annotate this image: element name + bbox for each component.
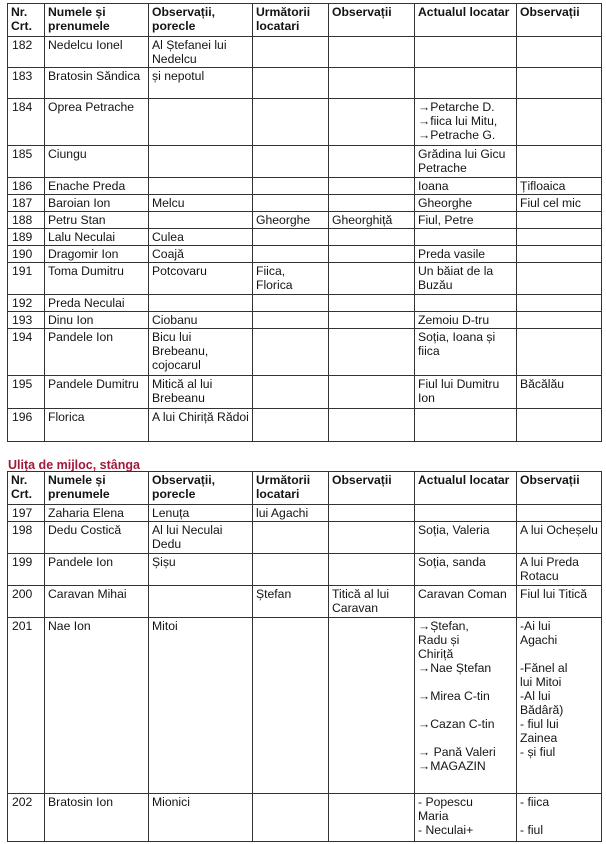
- row-number: 185: [8, 146, 45, 178]
- row-number: 184: [8, 99, 45, 146]
- next-resident: [253, 312, 329, 329]
- nickname: și nepotul: [149, 68, 253, 99]
- nickname: Melcu: [149, 195, 253, 212]
- row-number: 186: [8, 178, 45, 195]
- observation: [329, 794, 415, 842]
- next-resident: [253, 794, 329, 842]
- next-resident: Gheorghe: [253, 212, 329, 229]
- row-number: 190: [8, 246, 45, 263]
- current-resident: Zemoiu D-tru: [415, 312, 517, 329]
- row-number: 198: [8, 522, 45, 554]
- current-resident: →Petarche D. →fiica lui Mitu, →Petrache G.: [415, 99, 517, 146]
- current-resident: Un băiat de la Buzău: [415, 263, 517, 295]
- next-resident: [253, 146, 329, 178]
- observation: [329, 312, 415, 329]
- observation-2: [517, 212, 602, 229]
- table-row: [8, 37, 602, 68]
- resident-name: Oprea Petrache: [45, 99, 149, 146]
- row-number: 197: [8, 505, 45, 522]
- observation-2: [517, 312, 602, 329]
- observation: Gheorghiță: [329, 212, 415, 229]
- nickname: Coajă: [149, 246, 253, 263]
- header-actual: Actualul locatar: [415, 472, 517, 505]
- table-row: [8, 522, 602, 554]
- current-resident: Fiul lui Dumitru Ion: [415, 376, 517, 409]
- observation: [329, 618, 415, 794]
- observation-2: [517, 246, 602, 263]
- observation: [329, 37, 415, 68]
- header-nr: Nr. Crt.: [8, 4, 45, 37]
- resident-name: Lalu Neculai: [45, 229, 149, 246]
- row-number: 183: [8, 68, 45, 99]
- table-row: [8, 212, 602, 229]
- observation: [329, 99, 415, 146]
- resident-name: Florica: [45, 409, 149, 442]
- table-row: [8, 312, 602, 329]
- nickname: Culea: [149, 229, 253, 246]
- next-resident: Ștefan: [253, 586, 329, 618]
- nickname: Al Ștefanei lui Nedelcu: [149, 37, 253, 68]
- nickname: A lui Chiriță Rădoi: [149, 409, 253, 442]
- row-number: 192: [8, 295, 45, 312]
- observation-2: Fiul lui Titică: [517, 586, 602, 618]
- next-resident: [253, 68, 329, 99]
- resident-name: Dragomir Ion: [45, 246, 149, 263]
- resident-name: Petru Stan: [45, 212, 149, 229]
- next-resident: [253, 99, 329, 146]
- row-number: 182: [8, 37, 45, 68]
- observation-2: A lui Ocheșelu: [517, 522, 602, 554]
- observation: [329, 376, 415, 409]
- table-row: [8, 329, 602, 376]
- observation-2: [517, 68, 602, 99]
- row-number: 196: [8, 409, 45, 442]
- row-number: 189: [8, 229, 45, 246]
- resident-name: Dedu Costică: [45, 522, 149, 554]
- next-resident: [253, 178, 329, 195]
- nickname: [149, 178, 253, 195]
- table-row: [8, 586, 602, 618]
- resident-name: Pandele Dumitru: [45, 376, 149, 409]
- residents-table-2: [7, 471, 602, 842]
- observation: [329, 263, 415, 295]
- next-resident: lui Agachi: [253, 505, 329, 522]
- table-row: [8, 263, 602, 295]
- observation: [329, 178, 415, 195]
- resident-name: Enache Preda: [45, 178, 149, 195]
- nickname: Șișu: [149, 554, 253, 586]
- next-resident: [253, 246, 329, 263]
- nickname: Al lui Neculai Dedu: [149, 522, 253, 554]
- current-resident: [415, 409, 517, 442]
- next-resident: [253, 554, 329, 586]
- header-observatii-2: Observații: [517, 4, 602, 37]
- observation-2: Țifloaica: [517, 178, 602, 195]
- nickname: Bicu lui Brebeanu, cojocarul: [149, 329, 253, 376]
- nickname: Mitoi: [149, 618, 253, 794]
- header-name: Numele și prenumele: [45, 4, 149, 37]
- current-resident: [415, 68, 517, 99]
- observation-2: -Ai lui Agachi -Fănel al lui Mitoi -Al lui Bădâră) - fiul lui Zainea - și fiul: [517, 618, 602, 794]
- current-resident: →Ștefan, Radu și Chiriță →Nae Ștefan →Mirea C-tin →Cazan C-tin → Pană Valeri →MAGAZIN: [415, 618, 517, 794]
- current-resident: Gheorghe: [415, 195, 517, 212]
- nickname: [149, 295, 253, 312]
- resident-name: Nae Ion: [45, 618, 149, 794]
- observation: [329, 409, 415, 442]
- current-resident: Grădina lui Gicu Petrache: [415, 146, 517, 178]
- observation: [329, 195, 415, 212]
- resident-name: Nedelcu Ionel: [45, 37, 149, 68]
- table-row: [8, 794, 602, 842]
- observation-2: A lui Preda Rotacu: [517, 554, 602, 586]
- current-resident: Soția, sanda: [415, 554, 517, 586]
- resident-name: Ciungu: [45, 146, 149, 178]
- row-number: 199: [8, 554, 45, 586]
- table-row: [8, 295, 602, 312]
- table-row: [8, 409, 602, 442]
- next-resident: Fiica, Florica: [253, 263, 329, 295]
- observation: [329, 522, 415, 554]
- nickname: [149, 99, 253, 146]
- observation-2: [517, 505, 602, 522]
- resident-name: Baroian Ion: [45, 195, 149, 212]
- header-porecle: Observații, porecle: [149, 472, 253, 505]
- resident-name: Bratosin Săndica: [45, 68, 149, 99]
- table-row: [8, 505, 602, 522]
- header-observatii-2: Observații: [517, 472, 602, 505]
- nickname: [149, 212, 253, 229]
- nickname: Mitică al lui Brebeanu: [149, 376, 253, 409]
- observation: [329, 229, 415, 246]
- table-header-row: [8, 4, 602, 37]
- table-header-row: [8, 472, 602, 505]
- observation-2: [517, 295, 602, 312]
- row-number: 194: [8, 329, 45, 376]
- observation: [329, 146, 415, 178]
- table-row: [8, 178, 602, 195]
- nickname: Potcovaru: [149, 263, 253, 295]
- table-row: [8, 99, 602, 146]
- next-resident: [253, 195, 329, 212]
- current-resident: [415, 229, 517, 246]
- table-row: [8, 146, 602, 178]
- current-resident: [415, 505, 517, 522]
- observation: [329, 329, 415, 376]
- resident-name: Preda Neculai: [45, 295, 149, 312]
- observation-2: [517, 146, 602, 178]
- row-number: 202: [8, 794, 45, 842]
- table-row: [8, 246, 602, 263]
- next-resident: [253, 618, 329, 794]
- observation: [329, 246, 415, 263]
- observation: [329, 505, 415, 522]
- nickname: [149, 146, 253, 178]
- resident-name: Caravan Mihai: [45, 586, 149, 618]
- observation-2: [517, 229, 602, 246]
- header-name: Numele și prenumele: [45, 472, 149, 505]
- next-resident: [253, 376, 329, 409]
- resident-name: Toma Dumitru: [45, 263, 149, 295]
- nickname: Mionici: [149, 794, 253, 842]
- header-porecle: Observații, porecle: [149, 4, 253, 37]
- observation-2: Băcălău: [517, 376, 602, 409]
- observation-2: [517, 329, 602, 376]
- row-number: 195: [8, 376, 45, 409]
- header-nr: Nr. Crt.: [8, 472, 45, 505]
- resident-name: Zaharia Elena: [45, 505, 149, 522]
- header-actual: Actualul locatar: [415, 4, 517, 37]
- current-resident: Soția, Valeria: [415, 522, 517, 554]
- current-resident: Ioana: [415, 178, 517, 195]
- observation: [329, 554, 415, 586]
- observation-2: Fiul cel mic: [517, 195, 602, 212]
- header-observatii-1: Observații: [329, 4, 415, 37]
- resident-name: Pandele Ion: [45, 329, 149, 376]
- current-resident: [415, 295, 517, 312]
- row-number: 191: [8, 263, 45, 295]
- row-number: 200: [8, 586, 45, 618]
- header-urmatorii: Următorii locatari: [253, 472, 329, 505]
- observation: Titică al lui Caravan: [329, 586, 415, 618]
- current-resident: Caravan Coman: [415, 586, 517, 618]
- current-resident: [415, 37, 517, 68]
- table-row: [8, 68, 602, 99]
- row-number: 193: [8, 312, 45, 329]
- next-resident: [253, 229, 329, 246]
- resident-name: Bratosin Ion: [45, 794, 149, 842]
- row-number: 201: [8, 618, 45, 794]
- resident-name: Dinu Ion: [45, 312, 149, 329]
- resident-name: Pandele Ion: [45, 554, 149, 586]
- nickname: Lenuța: [149, 505, 253, 522]
- section-title: Ulița de mijloc, stânga: [8, 458, 140, 472]
- observation-2: [517, 263, 602, 295]
- observation-2: [517, 37, 602, 68]
- observation-2: [517, 409, 602, 442]
- current-resident: Fiul, Petre: [415, 212, 517, 229]
- nickname: [149, 586, 253, 618]
- row-number: 187: [8, 195, 45, 212]
- next-resident: [253, 295, 329, 312]
- table-row: [8, 376, 602, 409]
- current-resident: Soția, Ioana și fiica: [415, 329, 517, 376]
- next-resident: [253, 522, 329, 554]
- table-row: [8, 554, 602, 586]
- current-resident: - Popescu Maria - Neculai+: [415, 794, 517, 842]
- residents-table-1: [7, 3, 602, 442]
- next-resident: [253, 329, 329, 376]
- table-row: [8, 618, 602, 794]
- nickname: Ciobanu: [149, 312, 253, 329]
- header-observatii-1: Observații: [329, 472, 415, 505]
- table-row: [8, 229, 602, 246]
- row-number: 188: [8, 212, 45, 229]
- table-row: [8, 195, 602, 212]
- next-resident: [253, 409, 329, 442]
- observation-2: - fiica - fiul: [517, 794, 602, 842]
- observation: [329, 68, 415, 99]
- current-resident: Preda vasile: [415, 246, 517, 263]
- next-resident: [253, 37, 329, 68]
- observation-2: [517, 99, 602, 146]
- observation: [329, 295, 415, 312]
- header-urmatorii: Următorii locatari: [253, 4, 329, 37]
